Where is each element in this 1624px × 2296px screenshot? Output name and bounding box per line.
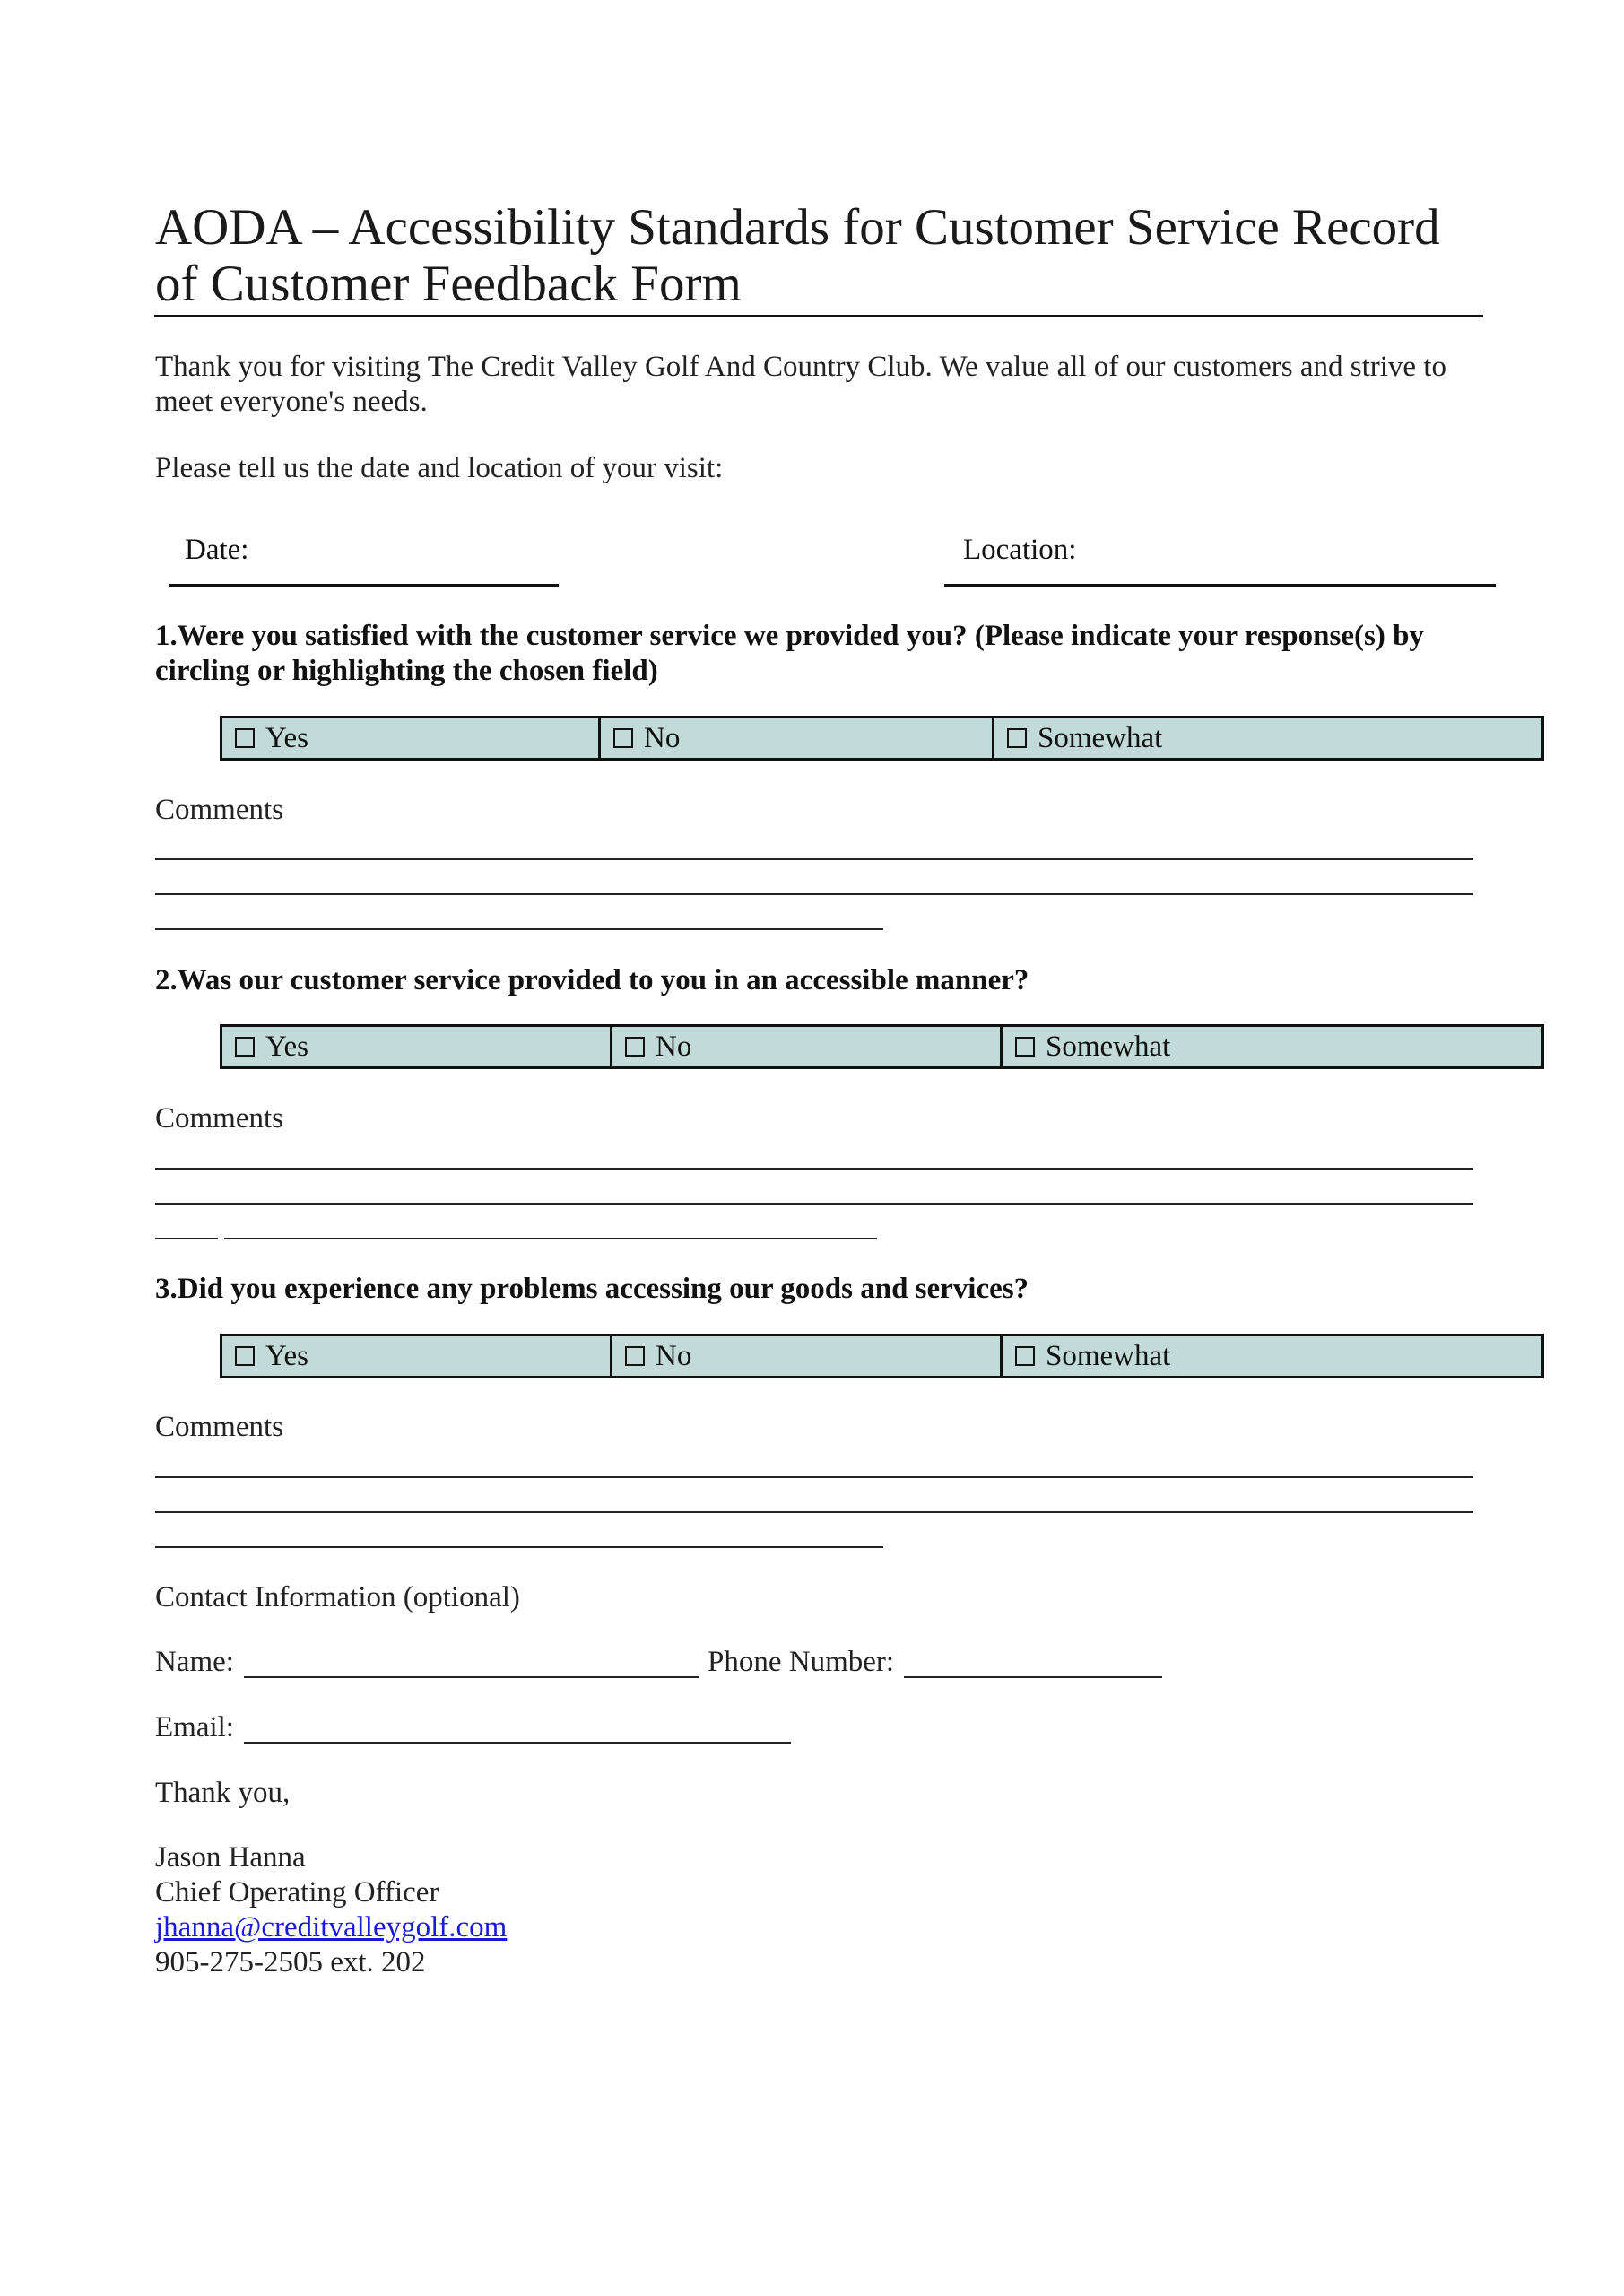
checkbox-icon[interactable] [1015,1037,1035,1057]
visit-prompt: Please tell us the date and location of your visit: [155,452,724,484]
option-yes[interactable]: Yes [221,1026,612,1068]
location-label: Location: [963,534,1077,566]
checkbox-icon[interactable] [625,1346,645,1366]
checkbox-icon[interactable] [1015,1346,1035,1366]
comment-line[interactable] [155,1476,1473,1478]
checkbox-icon[interactable] [613,728,633,748]
comments-label-1: Comments [155,794,284,826]
option-no[interactable]: No [612,1335,1002,1378]
comment-line[interactable] [155,1168,1473,1170]
name-field[interactable] [244,1676,699,1678]
date-field[interactable] [169,584,559,587]
signatory-name: Jason Hanna [155,1841,306,1874]
contact-heading: Contact Information (optional) [155,1581,520,1613]
question-1-options [220,716,1544,761]
comment-line[interactable] [155,1238,218,1239]
title-divider [154,315,1483,317]
form-title: AODA – Accessibility Standards for Customer Service Record of Customer Feedback Form [155,199,1440,312]
email-label: Email: [155,1711,234,1744]
phone-label: Phone Number: [708,1646,895,1678]
question-2-options [220,1024,1544,1069]
intro-text: Thank you for visiting The Credit Valley Golf And Country Club. We value all of our customers and strive to meet everyone's needs. [155,351,1446,418]
question-1: 1.Were you satisfied with the customer service we provided you? (Please indicate your response(s) by circling or highlighting the chosen field) [155,620,1424,687]
checkbox-icon[interactable] [235,1037,255,1057]
comment-line[interactable] [155,928,883,930]
comment-line[interactable] [155,893,1473,895]
option-somewhat[interactable]: Somewhat [1002,1026,1543,1068]
date-label: Date: [185,534,249,566]
comments-label-2: Comments [155,1102,284,1135]
option-somewhat[interactable]: Somewhat [1002,1335,1543,1378]
option-yes[interactable]: Yes [221,718,600,760]
comment-line[interactable] [155,1511,1473,1513]
signatory-role: Chief Operating Officer [155,1876,439,1909]
question-3: 3.Did you experience any problems accessing our goods and services? [155,1273,1029,1305]
question-2: 2.Was our customer service provided to you in an accessible manner? [155,964,1029,996]
signatory-email-link[interactable]: jhanna@creditvalleygolf.com [155,1911,508,1944]
comment-line[interactable] [155,858,1473,860]
phone-field[interactable] [904,1676,1162,1678]
signatory-phone: 905-275-2505 ext. 202 [155,1946,426,1979]
email-field[interactable] [244,1742,791,1744]
option-no[interactable]: No [600,718,994,760]
name-label: Name: [155,1646,234,1678]
checkbox-icon[interactable] [1007,728,1027,748]
checkbox-icon[interactable] [235,728,255,748]
location-field[interactable] [944,584,1496,587]
option-yes[interactable]: Yes [221,1335,612,1378]
option-no[interactable]: No [612,1026,1002,1068]
comment-line[interactable] [224,1238,877,1239]
comment-line[interactable] [155,1203,1473,1205]
closing-text: Thank you, [155,1777,291,1809]
checkbox-icon[interactable] [235,1346,255,1366]
comments-label-3: Comments [155,1411,284,1443]
checkbox-icon[interactable] [625,1037,645,1057]
question-3-options [220,1334,1544,1378]
comment-line[interactable] [155,1546,883,1548]
option-somewhat[interactable]: Somewhat [994,718,1543,760]
